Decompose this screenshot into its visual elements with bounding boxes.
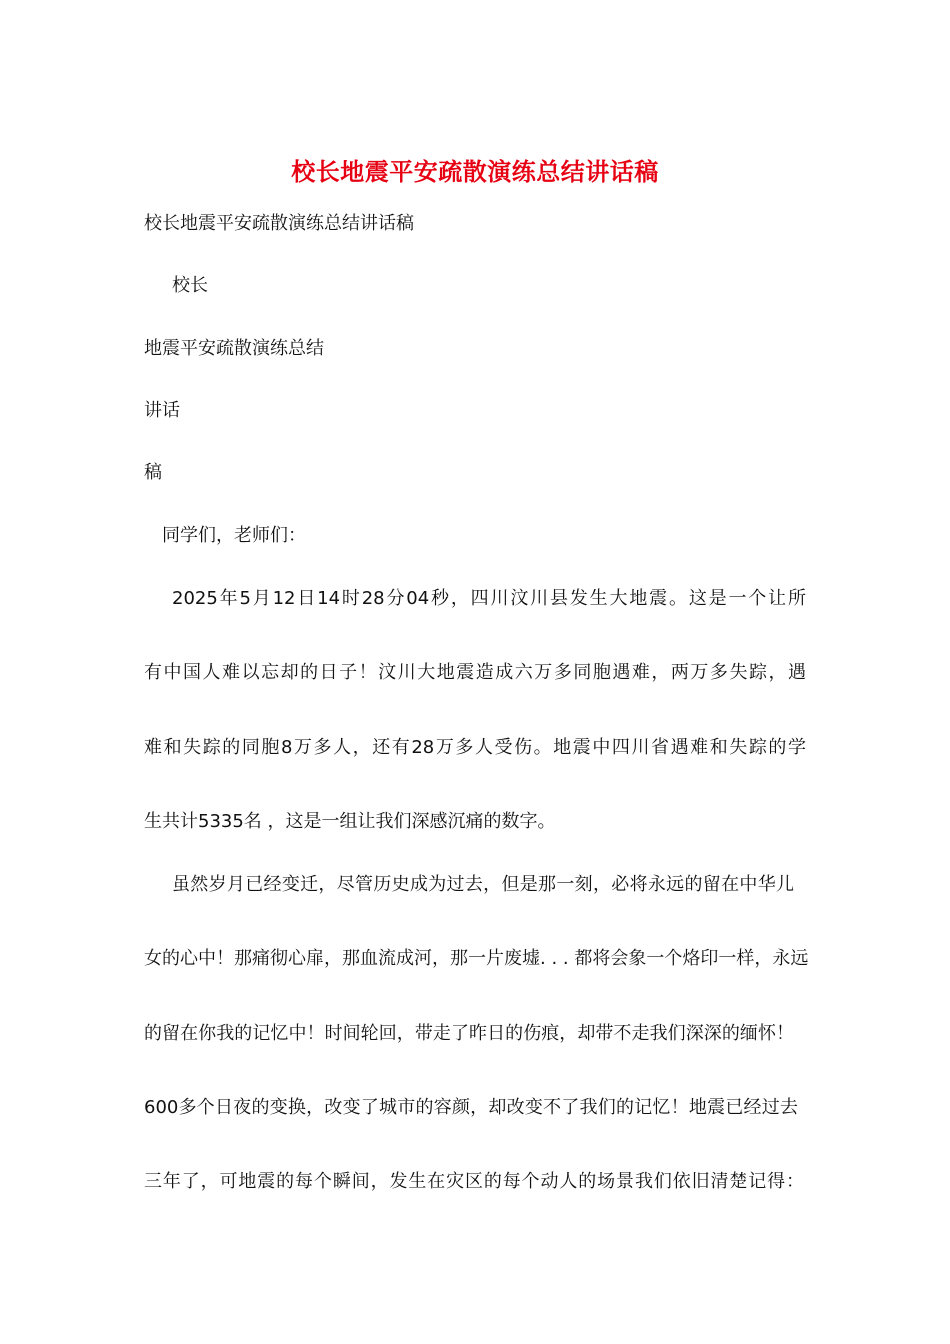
paragraph-line: 600多个日夜的变换，改变了城市的容颜，却改变不了我们的记忆！地震已经过去 [144, 1097, 798, 1118]
paragraph-line: 女的心中！那痛彻心扉，那血流成河，那一片废墟. . . 都将会象一个烙印一样，永远 [144, 948, 809, 969]
heading-fragment-principal: 校长 [172, 275, 208, 296]
paragraph-line: 生共计5335名 ，这是一组让我们深感沉痛的数字。 [144, 811, 556, 832]
heading-fragment-draft: 稿 [144, 462, 162, 483]
paragraph-line: 2025年5月12日14时28分04秒，四川汶川县发生大地震。这是一个让所 [172, 588, 806, 609]
salutation: 同学们，老师们： [162, 525, 306, 546]
heading-fragment-drill: 地震平安疏散演练总结 [144, 338, 324, 359]
paragraph-line: 的留在你我的记忆中！时间轮回，带走了昨日的伤痕，却带不走我们深深的缅怀！ [144, 1023, 794, 1044]
document-title: 校长地震平安疏散演练总结讲话稿 [291, 158, 659, 186]
heading-fragment-speech: 讲话 [144, 400, 180, 421]
paragraph-line: 三年了，可地震的每个瞬间，发生在灾区的每个动人的场景我们依旧清楚记得： [144, 1171, 804, 1192]
subtitle-line: 校长地震平安疏散演练总结讲话稿 [144, 213, 414, 234]
paragraph-line: 难和失踪的同胞8万多人，还有28万多人受伤。地震中四川省遇难和失踪的学 [144, 737, 806, 758]
paragraph-line: 虽然岁月已经变迁，尽管历史成为过去，但是那一刻，必将永远的留在中华儿 [172, 874, 794, 895]
paragraph-line: 有中国人难以忘却的日子！汶川大地震造成六万多同胞遇难，两万多失踪，遇 [144, 662, 806, 683]
